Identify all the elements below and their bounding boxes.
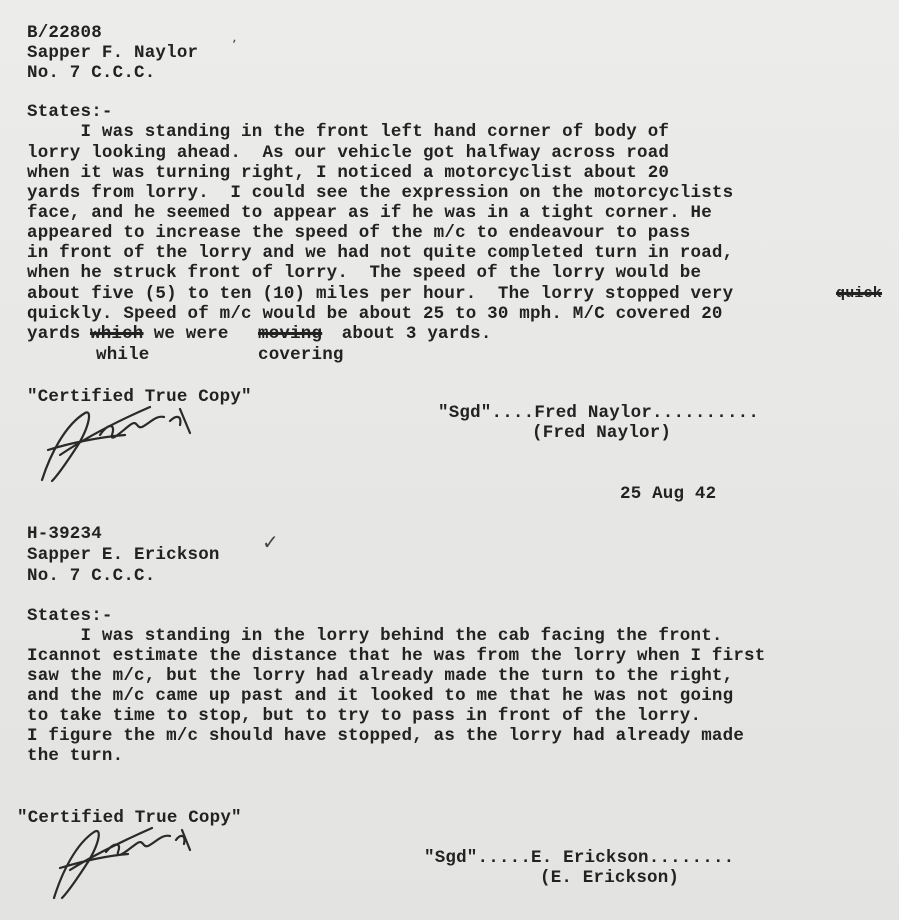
struck-word: moving bbox=[258, 324, 323, 344]
signed-name-2: (E. Erickson) bbox=[540, 868, 680, 888]
statement-line: I figure the m/c should have stopped, as the lorry had already made bbox=[27, 726, 745, 746]
service-number-2: H-39234 bbox=[27, 524, 102, 544]
statement-line: face, and he seemed to appear as if he was in a tight corner. He bbox=[27, 203, 712, 223]
signed-name-1: (Fred Naylor) bbox=[532, 423, 672, 443]
officer-signature-1 bbox=[30, 395, 220, 490]
witness-name-1: Sapper F. Naylor bbox=[27, 43, 199, 63]
statement-line: quickly. Speed of m/c would be about 25 to 30 mph. M/C covered 20 bbox=[27, 304, 723, 324]
states-heading-1: States:- bbox=[27, 102, 113, 122]
struck-word: which bbox=[90, 324, 144, 344]
statement-line: lorry looking ahead. As our vehicle got halfway across road bbox=[27, 143, 670, 163]
statement-line: yards from lorry. I could see the expression on the motorcyclists bbox=[27, 183, 734, 203]
struck-word: quick bbox=[836, 285, 883, 302]
statement-date: 25 Aug 42 bbox=[620, 484, 717, 504]
statement-line: and the m/c came up past and it looked to me that he was not going bbox=[27, 686, 734, 706]
statement-line: Icannot estimate the distance that he was from the lorry when I first bbox=[27, 646, 766, 666]
statement-line-fragment: about 3 yards. bbox=[331, 324, 492, 344]
unit-1: No. 7 C.C.C. bbox=[27, 63, 156, 83]
statement-line: in front of the lorry and we had not quite completed turn in road, bbox=[27, 243, 734, 263]
statement-line-fragment: we were bbox=[143, 324, 240, 344]
signed-line-2: "Sgd".....E. Erickson........ bbox=[424, 848, 735, 868]
witness-name-2: Sapper E. Erickson bbox=[27, 545, 220, 565]
statement-line: when it was turning right, I noticed a motorcyclist about 20 bbox=[27, 163, 670, 183]
statement-line: I was standing in the front left hand corner of body of bbox=[27, 122, 670, 142]
check-mark-icon: ✓ bbox=[262, 530, 279, 554]
statement-line: the turn. bbox=[27, 746, 124, 766]
unit-2: No. 7 C.C.C. bbox=[27, 566, 156, 586]
statement-line: appeared to increase the speed of the m/c to endeavour to pass bbox=[27, 223, 691, 243]
certified-copy-label-2: "Certified True Copy" bbox=[17, 808, 242, 828]
statement-line: when he struck front of lorry. The speed of the lorry would be bbox=[27, 263, 702, 283]
signed-line-1: "Sgd"....Fred Naylor.......... bbox=[438, 403, 760, 423]
statement-line: saw the m/c, but the lorry had already made the turn to the right, bbox=[27, 666, 734, 686]
officer-signature-2 bbox=[40, 812, 210, 907]
inserted-word: covering bbox=[258, 345, 344, 365]
states-heading-2: States:- bbox=[27, 606, 113, 626]
certified-copy-label-1: "Certified True Copy" bbox=[27, 387, 252, 407]
statement-line: about five (5) to ten (10) miles per hour. The lorry stopped very bbox=[27, 284, 734, 304]
statement-line: yards bbox=[27, 324, 81, 344]
check-mark-icon: ʼ bbox=[232, 38, 237, 54]
service-number-1: B/22808 bbox=[27, 23, 102, 43]
statement-line: I was standing in the lorry behind the cab facing the front. bbox=[27, 626, 723, 646]
inserted-word: while bbox=[96, 345, 150, 365]
statement-line: to take time to stop, but to try to pass in front of the lorry. bbox=[27, 706, 702, 726]
